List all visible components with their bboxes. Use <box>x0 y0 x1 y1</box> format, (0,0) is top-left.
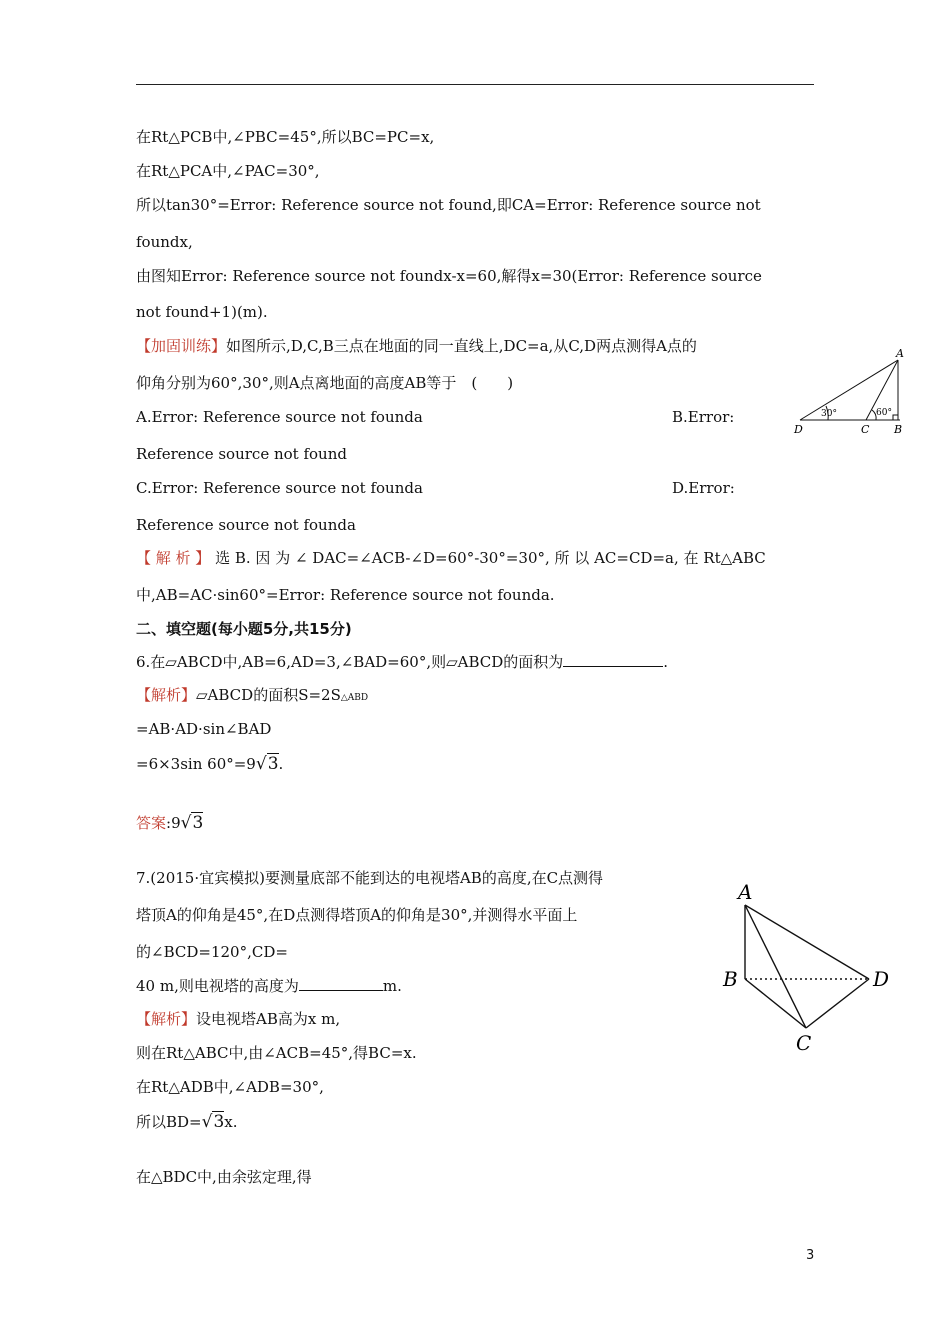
subscript: △ABD <box>340 693 369 703</box>
sqrt-radicand: 3 <box>267 754 279 774</box>
answer-label: 答案 <box>136 814 167 832</box>
text-line: 在Rt△PCB中,∠PBC=45°,所以BC=PC=x, <box>136 128 435 146</box>
text-line: 在Rt△ADB中,∠ADB=30°, <box>136 1078 324 1096</box>
solution-text: 选 B. 因 为 ∠ DAC=∠ACB-∠D=60°-30°=30°, 所 以 AC=CD=a, 在 Rt△ABC <box>215 549 766 567</box>
text-line: foundx, <box>136 233 193 251</box>
angle-label-d: 30° <box>821 409 837 419</box>
text-line: 7.(2015·宜宾模拟)要测量底部不能到达的电视塔AB的高度,在C点测得 <box>136 869 604 887</box>
answer-blank <box>563 666 663 667</box>
label-a: A <box>896 347 904 360</box>
punctuation: . <box>663 653 669 671</box>
text-line: 则在Rt△ABC中,由∠ACB=45°,得BC=x. <box>136 1044 417 1062</box>
label-c: C <box>796 1031 812 1055</box>
sqrt-sign: √ <box>255 754 267 774</box>
sqrt-sign: √ <box>180 813 192 833</box>
text-line <box>136 652 668 672</box>
page-number: 3 <box>806 1248 815 1263</box>
answer-value: :9 <box>166 814 181 832</box>
text-line: 中,AB=AC·sin60°=Error: Reference source not founda. <box>136 586 555 604</box>
choice-c: C.Error: Reference source not founda <box>136 479 423 497</box>
unit-text: m. <box>382 977 402 995</box>
label-b: B <box>894 423 903 436</box>
section-heading: 二、填空题(每小题5分,共15分) <box>136 620 352 638</box>
answer-line <box>136 813 203 833</box>
text-line: Reference source not found <box>136 445 347 463</box>
label-a: A <box>738 880 753 904</box>
text-line: 在△BDC中,由余弦定理,得 <box>136 1168 312 1186</box>
sqrt-expression <box>181 813 204 833</box>
sqrt-expression <box>256 754 279 774</box>
text-line: 仰角分别为60°,30°,则A点离地面的高度AB等于 ( ) <box>136 374 514 392</box>
label-c: C <box>861 423 870 436</box>
figure-elevation-triangle <box>792 346 908 440</box>
text-line <box>136 1009 340 1029</box>
label-d: D <box>873 967 890 991</box>
answer-blank <box>299 990 383 991</box>
choice-d: D.Error: <box>672 479 735 497</box>
text-line: =AB·AD·sin∠BAD <box>136 720 272 738</box>
text-line <box>136 548 766 568</box>
solution-text: 设电视塔AB高为x m, <box>196 1010 341 1028</box>
sqrt-expression <box>202 1112 225 1132</box>
edge-bc <box>745 979 806 1028</box>
text-line: 所以tan30°=Error: Reference source not found,即CA=Error: Reference source not <box>136 196 761 214</box>
header-rule <box>136 84 814 85</box>
section-tag: 【 解 析 】 <box>136 549 211 567</box>
problem-text: 如图所示,D,C,B三点在地面的同一直线上,DC=a,从C,D两点测得A点的 <box>226 337 697 355</box>
sqrt-sign: √ <box>201 1112 213 1132</box>
text-line: not found+1)(m). <box>136 303 268 321</box>
sqrt-radicand: 3 <box>192 813 204 833</box>
text-line <box>136 1112 238 1132</box>
punctuation: . <box>278 755 284 773</box>
label-b: B <box>723 967 738 991</box>
variable-text: x. <box>224 1113 238 1131</box>
section-tag: 【解析】 <box>136 686 197 704</box>
text-line: 由图知Error: Reference source not foundx-x=60,解得x=30(Error: Reference source <box>136 267 762 285</box>
edge-cd <box>806 979 869 1028</box>
text-line <box>136 336 697 356</box>
solution-text: ▱ABCD的面积S=2S <box>196 686 341 704</box>
choice-b: B.Error: <box>672 408 735 426</box>
choice-a: A.Error: Reference source not founda <box>136 408 423 426</box>
problem-text: 6.在▱ABCD中,AB=6,AD=3,∠BAD=60°,则▱ABCD的面积为 <box>136 653 564 671</box>
text-line <box>136 976 402 996</box>
problem-text: 40 m,则电视塔的高度为 <box>136 977 299 995</box>
text-line <box>136 685 368 708</box>
text-line: 在Rt△PCA中,∠PAC=30°, <box>136 162 320 180</box>
label-d: D <box>794 423 803 436</box>
solution-text: 所以BD= <box>136 1113 202 1131</box>
angle-label-c: 60° <box>876 408 892 418</box>
text-line: Reference source not founda <box>136 516 356 534</box>
right-angle-mark <box>893 415 898 420</box>
text-line <box>136 754 283 774</box>
section-tag: 【加固训练】 <box>136 337 227 355</box>
text-line: 塔顶A的仰角是45°,在D点测得塔顶A的仰角是30°,并测得水平面上 <box>136 906 578 924</box>
text-line: 的∠BCD=120°,CD= <box>136 943 288 961</box>
math-text: =6×3sin 60°=9 <box>136 755 256 773</box>
figure-tower-tetrahedron <box>718 878 898 1056</box>
sqrt-radicand: 3 <box>213 1112 225 1132</box>
section-tag: 【解析】 <box>136 1010 197 1028</box>
